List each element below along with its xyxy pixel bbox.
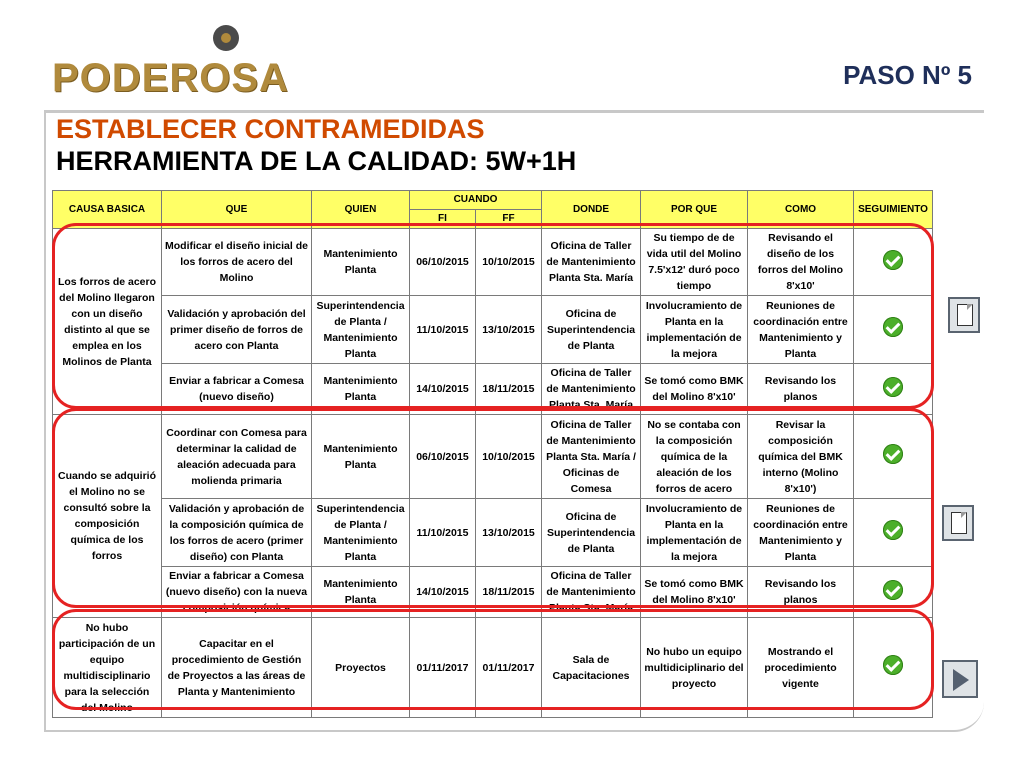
que-cell: Enviar a fabricar a Comesa (nuevo diseño) bbox=[162, 364, 312, 415]
que-cell: Validación y aprobación del primer diseño de forros de acero con Planta bbox=[162, 296, 312, 364]
cause-cell: Los forros de acero del Molino llegaron con un diseño distinto al que se emplea en los Molinos de Planta bbox=[53, 229, 162, 415]
check-circle-icon bbox=[883, 317, 903, 337]
porque-cell: No se contaba con la composición química de la aleación de los forros de acero bbox=[641, 415, 748, 499]
quien-cell: Mantenimiento Planta bbox=[312, 229, 410, 296]
quien-cell: Superintendencia de Planta / Mantenimiento Planta bbox=[312, 499, 410, 567]
header-donde: DONDE bbox=[542, 191, 641, 229]
porque-cell: Se tomó como BMK del Molino 8'x10' bbox=[641, 567, 748, 618]
fi-cell: 11/10/2015 bbox=[410, 296, 476, 364]
que-cell: Enviar a fabricar a Comesa (nuevo diseño) con la nueva composición química bbox=[162, 567, 312, 618]
play-arrow-icon bbox=[953, 669, 969, 691]
quien-cell: Superintendencia de Planta / Mantenimiento Planta bbox=[312, 296, 410, 364]
quien-cell: Mantenimiento Planta bbox=[312, 364, 410, 415]
quien-cell: Proyectos bbox=[312, 618, 410, 718]
header-causa: CAUSA BASICA bbox=[53, 191, 162, 229]
header-fi: FI bbox=[410, 210, 476, 229]
donde-cell: Oficina de Taller de Mantenimiento Planta Sta. María bbox=[542, 229, 641, 296]
fi-cell: 06/10/2015 bbox=[410, 229, 476, 296]
ff-cell: 10/10/2015 bbox=[476, 229, 542, 296]
porque-cell: Se tomó como BMK del Molino 8'x10' bbox=[641, 364, 748, 415]
document-button-2[interactable] bbox=[942, 505, 974, 541]
5w1h-table bbox=[52, 190, 933, 718]
ff-cell: 10/10/2015 bbox=[476, 415, 542, 499]
step-label: PASO Nº 5 bbox=[843, 60, 972, 90]
como-cell: Mostrando el procedimiento vigente bbox=[748, 618, 854, 718]
table-row bbox=[53, 229, 933, 296]
ff-cell: 18/11/2015 bbox=[476, 364, 542, 415]
seguimiento-cell bbox=[854, 499, 933, 567]
check-circle-icon bbox=[883, 520, 903, 540]
ff-cell: 18/11/2015 bbox=[476, 567, 542, 618]
check-circle-icon bbox=[883, 655, 903, 675]
como-cell: Revisando los planos bbox=[748, 567, 854, 618]
next-slide-button[interactable] bbox=[942, 660, 978, 698]
header-ff: FF bbox=[476, 210, 542, 229]
seguimiento-cell bbox=[854, 229, 933, 296]
porque-cell: Involucramiento de Planta en la implementación de la mejora bbox=[641, 499, 748, 567]
donde-cell: Sala de Capacitaciones bbox=[542, 618, 641, 718]
header-quien: QUIEN bbox=[312, 191, 410, 229]
donde-cell: Oficina de Taller de Mantenimiento Planta Sta. María / Oficinas de Comesa bbox=[542, 415, 641, 499]
header-cuando: CUANDO bbox=[410, 191, 542, 210]
seguimiento-cell bbox=[854, 364, 933, 415]
header-seguimiento: SEGUIMIENTO bbox=[854, 191, 933, 229]
check-circle-icon bbox=[883, 580, 903, 600]
fi-cell: 06/10/2015 bbox=[410, 415, 476, 499]
como-cell: Revisar la composición química del BMK interno (Molino 8'x10') bbox=[748, 415, 854, 499]
section-subtitle: HERRAMIENTA DE LA CALIDAD: 5W+1H bbox=[56, 146, 577, 176]
donde-cell: Oficina de Superintendencia de Planta bbox=[542, 499, 641, 567]
como-cell: Revisando el diseño de los forros del Molino 8'x10' bbox=[748, 229, 854, 296]
fi-cell: 14/10/2015 bbox=[410, 364, 476, 415]
fi-cell: 11/10/2015 bbox=[410, 499, 476, 567]
como-cell: Revisando los planos bbox=[748, 364, 854, 415]
ff-cell: 01/11/2017 bbox=[476, 618, 542, 718]
donde-cell: Oficina de Taller de Mantenimiento Planta Sta. María bbox=[542, 364, 641, 415]
ff-cell: 13/10/2015 bbox=[476, 296, 542, 364]
table-row bbox=[53, 415, 933, 499]
seguimiento-cell bbox=[854, 415, 933, 499]
cause-cell: Cuando se adquirió el Molino no se consultó sobre la composición química de los forros bbox=[53, 415, 162, 618]
check-circle-icon bbox=[883, 377, 903, 397]
section-title: ESTABLECER CONTRAMEDIDAS bbox=[56, 114, 485, 144]
header-como: COMO bbox=[748, 191, 854, 229]
que-cell: Capacitar en el procedimiento de Gestión de Proyectos a las áreas de Planta y Mantenimiento bbox=[162, 618, 312, 718]
document-button-1[interactable] bbox=[948, 297, 980, 333]
seguimiento-cell bbox=[854, 567, 933, 618]
table-row bbox=[53, 499, 933, 567]
como-cell: Reuniones de coordinación entre Mantenimiento y Planta bbox=[748, 499, 854, 567]
quien-cell: Mantenimiento Planta bbox=[312, 415, 410, 499]
cause-cell: No hubo participación de un equipo multidisciplinario para la selección del Molino bbox=[53, 618, 162, 718]
table-row bbox=[53, 296, 933, 364]
donde-cell: Oficina de Taller de Mantenimiento Planta Sta. María bbox=[542, 567, 641, 618]
check-circle-icon bbox=[883, 250, 903, 270]
header-porque: POR QUE bbox=[641, 191, 748, 229]
porque-cell: No hubo un equipo multidiciplinario del proyecto bbox=[641, 618, 748, 718]
table-row bbox=[53, 364, 933, 415]
que-cell: Validación y aprobación de la composición química de los forros de acero (primer diseño) con Planta bbox=[162, 499, 312, 567]
quien-cell: Mantenimiento Planta bbox=[312, 567, 410, 618]
ff-cell: 13/10/2015 bbox=[476, 499, 542, 567]
fi-cell: 14/10/2015 bbox=[410, 567, 476, 618]
como-cell: Reuniones de coordinación entre Mantenimiento y Planta bbox=[748, 296, 854, 364]
seguimiento-cell bbox=[854, 618, 933, 718]
porque-cell: Su tiempo de de vida util del Molino 7.5'x12' duró poco tiempo bbox=[641, 229, 748, 296]
que-cell: Coordinar con Comesa para determinar la calidad de aleación adecuada para molienda primaria bbox=[162, 415, 312, 499]
fi-cell: 01/11/2017 bbox=[410, 618, 476, 718]
que-cell: Modificar el diseño inicial de los forros de acero del Molino bbox=[162, 229, 312, 296]
poderosa-logo bbox=[52, 22, 322, 102]
porque-cell: Involucramiento de Planta en la implementación de la mejora bbox=[641, 296, 748, 364]
header-que: QUE bbox=[162, 191, 312, 229]
donde-cell: Oficina de Superintendencia de Planta bbox=[542, 296, 641, 364]
check-circle-icon bbox=[883, 444, 903, 464]
table-row bbox=[53, 567, 933, 618]
logo-text: PODEROSA bbox=[52, 56, 289, 100]
seguimiento-cell bbox=[854, 296, 933, 364]
table-row bbox=[53, 618, 933, 718]
